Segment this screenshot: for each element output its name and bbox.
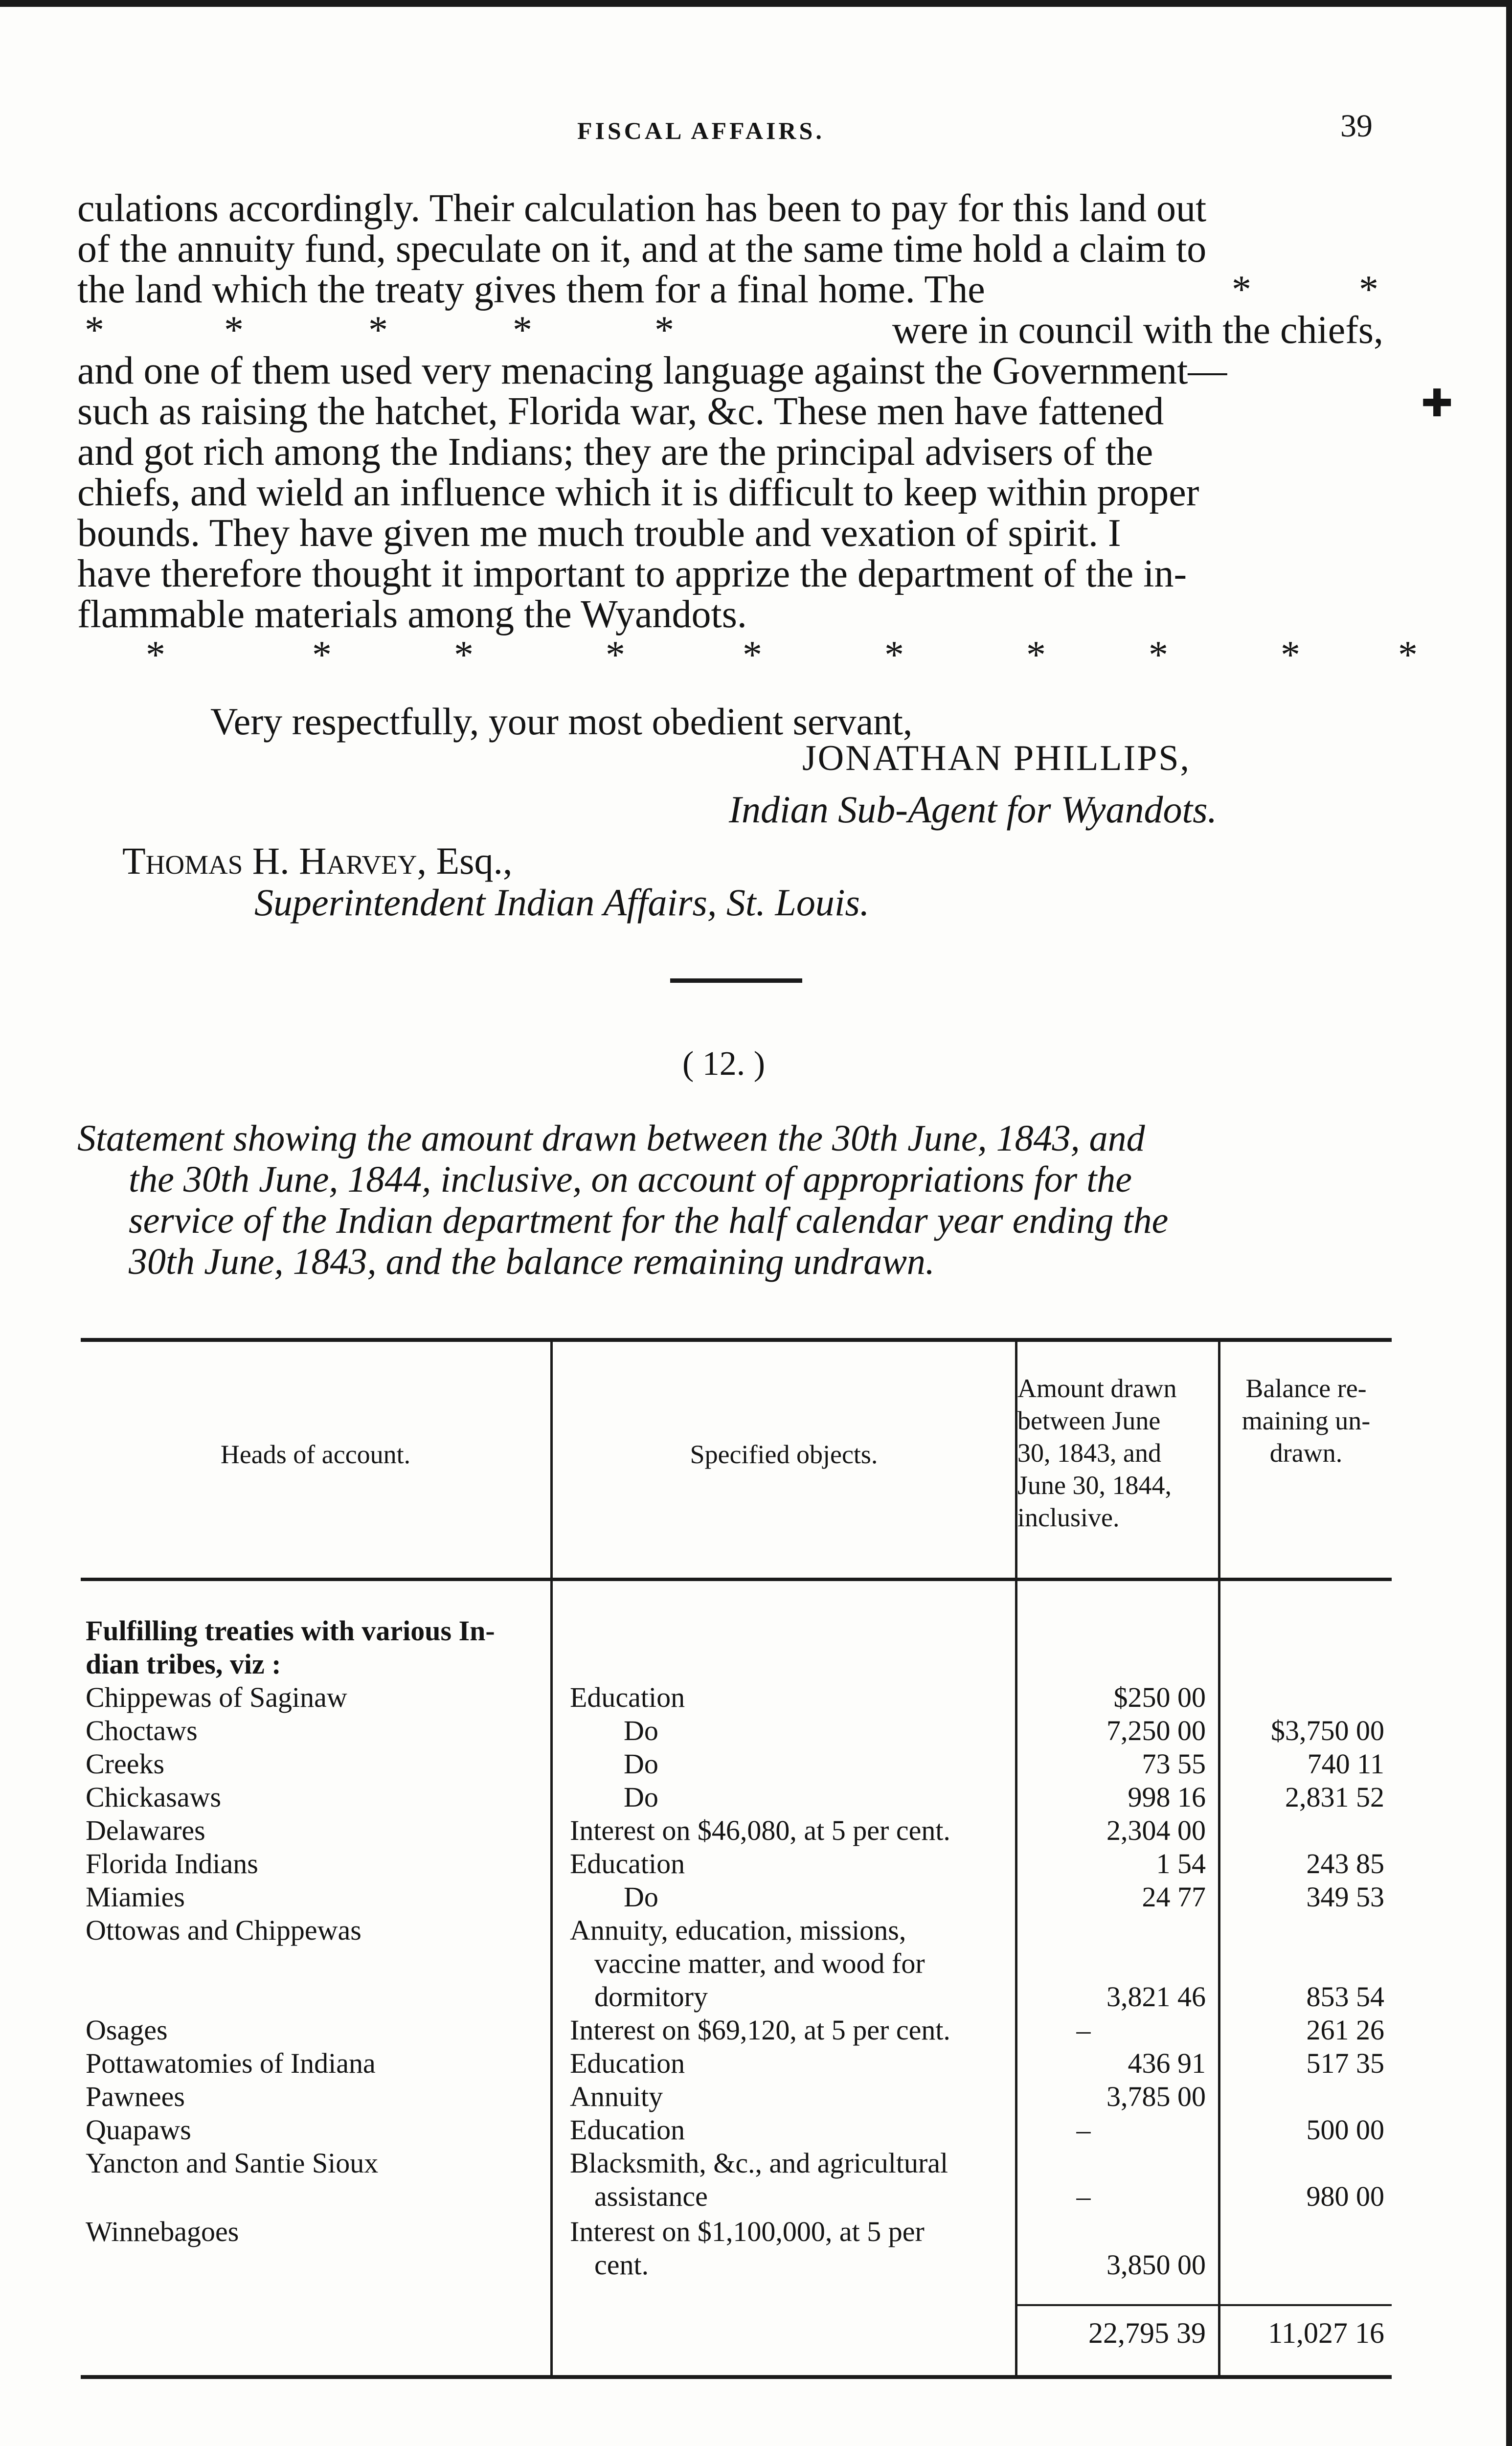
- header-amount-drawn: [1017, 1372, 1218, 1534]
- star: *: [654, 309, 674, 352]
- addressee-name: Thomas H. Harvey: [122, 839, 417, 882]
- cell-amount: –: [1076, 2180, 1091, 2212]
- statement-line: the 30th June, 1844, inclusive, on account of appropriations for the: [129, 1159, 1132, 1200]
- cell-amount: 2,304 00: [1106, 1814, 1206, 1846]
- body-line: have therefore thought it important to apprize the department of the in-: [77, 552, 1187, 595]
- cell-head: Chickasaws: [86, 1781, 222, 1813]
- statement-line: service of the Indian department for the half calendar year ending the: [129, 1200, 1169, 1241]
- scan-edge-top: [0, 0, 1512, 7]
- header-line: inclusive.: [1017, 1503, 1120, 1532]
- cell-head: Florida Indians: [86, 1848, 258, 1880]
- table-row: [81, 1714, 1392, 1747]
- cell-object: Interest on $69,120, at 5 per cent.: [570, 2014, 950, 2046]
- cell-object-line: Blacksmith, &c., and agricultural: [570, 2147, 948, 2179]
- cell-object: Do: [624, 1748, 658, 1780]
- cell-object-line: dormitory: [594, 1981, 708, 2013]
- cell-object: Do: [624, 1781, 658, 1813]
- header-line: between June: [1017, 1406, 1161, 1435]
- cell-balance: 853 54: [1306, 1981, 1384, 2013]
- table-row: [81, 2014, 1392, 2047]
- body-line: such as raising the hatchet, Florida war, &c. These men have fattened: [77, 390, 1164, 433]
- group-label-row: [81, 1648, 1392, 1681]
- cell-balance: 740 11: [1307, 1748, 1384, 1780]
- table-row: [81, 1781, 1392, 1814]
- cell-head: Delawares: [86, 1814, 205, 1846]
- header-heads-of-account: Heads of account.: [220, 1440, 411, 1469]
- cell-head: Yancton and Santie Sioux: [86, 2147, 379, 2179]
- table-row: [81, 1880, 1392, 1914]
- totals-rule: [1017, 2304, 1218, 2306]
- addressee-suffix: , Esq.,: [417, 839, 513, 882]
- cell-object: [570, 2147, 1000, 2213]
- table-row: [81, 1681, 1392, 1714]
- cell-balance: 980 00: [1306, 2180, 1384, 2212]
- header-specified-objects: Specified objects.: [690, 1440, 878, 1469]
- star: *: [1026, 634, 1046, 677]
- cell-amount: 3,785 00: [1106, 2081, 1206, 2112]
- cell-head: Quapaws: [86, 2114, 191, 2146]
- table-header-rule: [81, 1578, 1392, 1581]
- table-row: [81, 2113, 1392, 2147]
- table-row: [81, 1814, 1392, 1847]
- cell-head: Winnebagoes: [86, 2216, 239, 2247]
- star: *: [85, 309, 104, 352]
- body-line: culations accordingly. Their calculation has been to pay for this land out: [77, 187, 1207, 230]
- cell-balance: 243 85: [1306, 1848, 1384, 1880]
- section-divider: [670, 978, 802, 983]
- body-line-text: the land which the treaty gives them for a final home. The: [77, 268, 985, 311]
- body-line: [77, 270, 1383, 310]
- table-top-rule: [81, 1338, 1392, 1342]
- table-row: [81, 1914, 1392, 2014]
- table-row: [81, 2080, 1392, 2113]
- cell-amount: 73 55: [1142, 1748, 1206, 1780]
- cell-amount: 1 54: [1156, 1848, 1206, 1880]
- star: *: [1359, 268, 1378, 311]
- body-line: chiefs, and wield an influence which it is difficult to keep within proper: [77, 471, 1199, 514]
- cell-object-line: assistance: [594, 2180, 708, 2212]
- header-line: Amount drawn: [1017, 1374, 1177, 1403]
- cell-object: Annuity: [570, 2081, 663, 2112]
- statement-line: 30th June, 1843, and the balance remaining undrawn.: [129, 1241, 935, 1282]
- cell-object: Education: [570, 2114, 685, 2146]
- addressee-title: Superintendent Indian Affairs, St. Louis.: [254, 881, 870, 924]
- cell-object-line: Interest on $1,100,000, at 5 per: [570, 2216, 925, 2247]
- cell-object: [570, 2215, 1000, 2282]
- signer-title: Indian Sub-Agent for Wyandots.: [729, 788, 1218, 831]
- cell-amount: $250 00: [1113, 1681, 1206, 1713]
- header-line: maining un-: [1241, 1406, 1371, 1435]
- star: *: [146, 634, 165, 677]
- cell-amount: 7,250 00: [1106, 1715, 1206, 1746]
- body-line: flammable materials among the Wyandots.: [77, 593, 747, 636]
- cell-object: Do: [624, 1715, 658, 1746]
- star: *: [884, 634, 904, 677]
- cell-amount: 24 77: [1142, 1881, 1206, 1913]
- group-label-row: [81, 1614, 1392, 1648]
- body-line: and got rich among the Indians; they are the principal advisers of the: [77, 430, 1153, 474]
- statement-line: Statement showing the amount drawn between the 30th June, 1843, and: [77, 1118, 1145, 1159]
- star: *: [1149, 634, 1168, 677]
- signer-name: JONATHAN PHILLIPS,: [802, 738, 1191, 778]
- header-line: June 30, 1844,: [1017, 1471, 1172, 1500]
- cell-head: Ottowas and Chippewas: [86, 1914, 361, 1946]
- totals-rule: [1220, 2304, 1392, 2306]
- header-line: 30, 1843, and: [1017, 1438, 1161, 1468]
- cell-object: Education: [570, 1681, 685, 1713]
- cell-head: Osages: [86, 2014, 168, 2046]
- cell-amount: 3,850 00: [1106, 2249, 1206, 2281]
- header-line: drawn.: [1269, 1438, 1343, 1468]
- table-row: [81, 2147, 1392, 2215]
- totals-row: [81, 2316, 1392, 2351]
- cell-head: Pottawatomies of Indiana: [86, 2047, 376, 2079]
- statement-caption: [77, 1118, 1398, 1282]
- cell-object: [570, 1914, 1000, 2014]
- star: *: [606, 634, 625, 677]
- body-line: and one of them used very menacing language against the Government—: [77, 349, 1227, 392]
- cell-object: Education: [570, 2047, 685, 2079]
- cell-object: Interest on $46,080, at 5 per cent.: [570, 1814, 950, 1846]
- header-line: Balance re-: [1245, 1374, 1367, 1403]
- body-line: of the annuity fund, speculate on it, and at the same time hold a claim to: [77, 227, 1207, 271]
- page-number: 39: [1340, 108, 1373, 144]
- star: *: [224, 309, 244, 352]
- star: *: [1398, 634, 1418, 677]
- cell-object: Education: [570, 1848, 685, 1880]
- cell-object-line: Annuity, education, missions,: [570, 1914, 906, 1946]
- table-row: [81, 2047, 1392, 2080]
- total-amount-drawn: 22,795 39: [1088, 2317, 1206, 2349]
- running-head: FISCAL AFFAIRS.: [577, 117, 825, 144]
- cell-object-line: cent.: [594, 2249, 649, 2281]
- cell-balance: 261 26: [1306, 2014, 1384, 2046]
- cell-balance: 500 00: [1306, 2114, 1384, 2146]
- star-row: [77, 634, 1418, 677]
- table-row: [81, 2215, 1392, 2284]
- star: *: [743, 634, 762, 677]
- table-row: [81, 1847, 1392, 1880]
- cell-amount: –: [1076, 2114, 1091, 2146]
- scan-edge-right: [1506, 0, 1512, 2446]
- table-row: [81, 1747, 1392, 1781]
- appropriations-table: [81, 1333, 1392, 2390]
- cell-balance: 349 53: [1306, 1881, 1384, 1913]
- star: *: [513, 309, 532, 352]
- body-line: bounds. They have given me much trouble and vexation of spirit. I: [77, 512, 1121, 555]
- cell-amount: 436 91: [1128, 2047, 1206, 2079]
- body-line-text: were in council with the chiefs,: [892, 309, 1383, 352]
- star: *: [1232, 268, 1251, 311]
- table-bottom-rule: [81, 2375, 1392, 2379]
- addressee: [122, 839, 513, 883]
- star: *: [454, 634, 474, 677]
- cell-head: Chippewas of Saginaw: [86, 1681, 347, 1713]
- cell-balance: 517 35: [1306, 2047, 1384, 2079]
- star: *: [368, 309, 388, 352]
- cell-balance: $3,750 00: [1271, 1715, 1384, 1746]
- group-label: Fulfilling treaties with various In-: [86, 1615, 495, 1647]
- cell-head: Pawnees: [86, 2081, 185, 2112]
- margin-cross-mark: ✚: [1421, 382, 1453, 425]
- cell-amount: 3,821 46: [1106, 1981, 1206, 2013]
- cell-object: Do: [624, 1881, 658, 1913]
- star: *: [1281, 634, 1300, 677]
- cell-amount: –: [1076, 2014, 1091, 2046]
- total-balance-remaining: 11,027 16: [1268, 2317, 1384, 2349]
- header-balance-remaining: [1220, 1372, 1392, 1469]
- document-number: ( 12. ): [682, 1045, 766, 1083]
- table-body: [81, 1614, 1392, 2284]
- letter-body: [77, 187, 1418, 677]
- star: *: [312, 634, 332, 677]
- group-label: dian tribes, viz :: [86, 1648, 281, 1680]
- cell-head: Miamies: [86, 1881, 185, 1913]
- cell-object-line: vaccine matter, and wood for: [594, 1948, 925, 1979]
- cell-amount: 998 16: [1128, 1781, 1206, 1813]
- body-line: [77, 310, 1383, 351]
- letter-closing: Very respectfully, your most obedient servant,: [210, 700, 913, 743]
- cell-head: Choctaws: [86, 1715, 198, 1746]
- cell-balance: 2,831 52: [1285, 1781, 1384, 1813]
- cell-head: Creeks: [86, 1748, 165, 1780]
